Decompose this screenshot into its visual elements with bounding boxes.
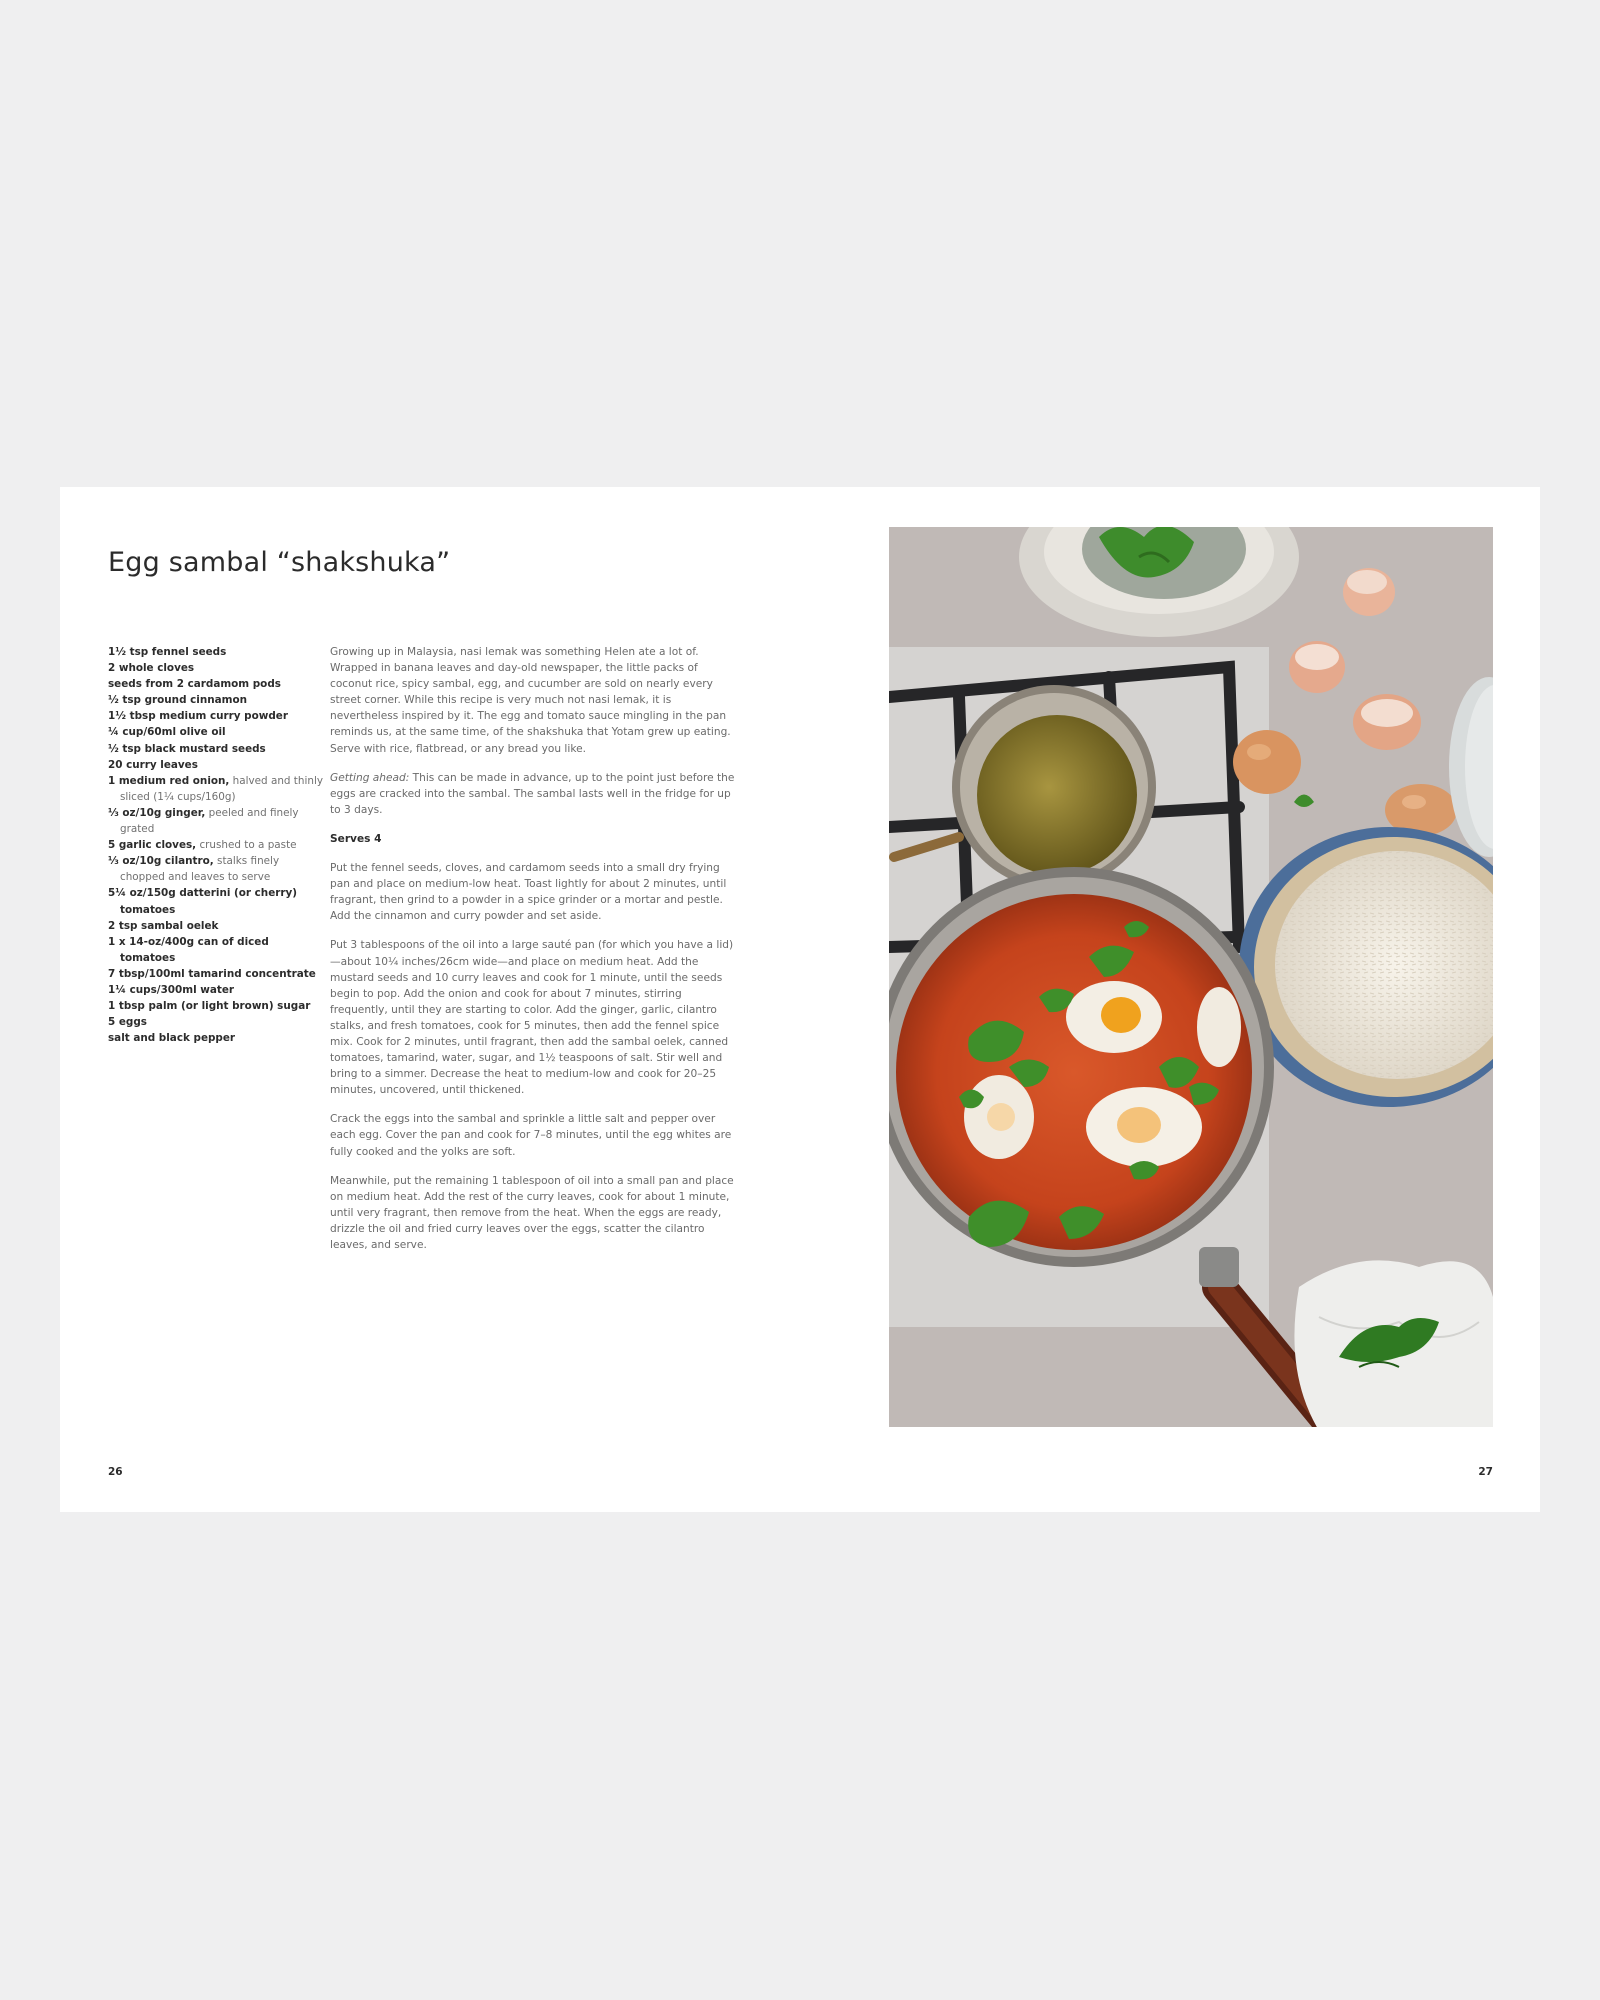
ingredient-item: salt and black pepper [108, 1032, 236, 1045]
recipe-photo [889, 527, 1493, 1427]
ingredient-item: 1 tbsp palm (or light brown) sugar [108, 1000, 311, 1013]
ingredient-item: 1 medium red onion, halved and thinly sliced (1¼ cups/160g) [108, 774, 323, 803]
ingredient-item: ⅓ oz/10g cilantro, stalks finely chopped and leaves to serve [108, 855, 280, 884]
method-step: Put the fennel seeds, cloves, and cardamom seeds into a small dry frying pan and place on medium-low heat. Toast lightly for about 2 minutes, until fragrant, then grind to a powder in a spice grinder or a mortar and pestle. Add the cinnamon and curry powder and set aside. [330, 862, 727, 923]
ingredient-item: 20 curry leaves [108, 758, 198, 771]
ingredient-item: ½ tsp ground cinnamon [108, 694, 248, 707]
book-spread [60, 487, 1540, 1512]
ingredient-item: 7 tbsp/100ml tamarind concentrate [108, 967, 316, 980]
ingredient-item: seeds from 2 cardamom pods [108, 678, 281, 691]
method-step: Put 3 tablespoons of the oil into a large sauté pan (for which you have a lid)—about 10¼ inches/26cm wide—and place on medium heat. Add the mustard seeds and 10 curry leaves and cook for 1 minute, until the seeds begin to pop. Add the onion and cook for about 7 minutes, stirring frequently, until they are starting to color. Add the ginger, garlic, cilantro stalks, and fresh tomatoes, cook for 5 minutes, then add the fennel spice mix. Cook for 2 minutes, until fragrant, then add the sambal oelek, canned tomatoes, tamarind, water, sugar, and 1½ teaspoons of salt. Stir well and bring to a simmer. Decrease the heat to medium-low and cook for 20–25 minutes, uncovered, until thickened. [330, 939, 734, 1097]
ingredient-item: 1½ tsp fennel seeds [108, 646, 227, 658]
ingredient-item: 2 whole cloves [108, 662, 195, 675]
getting-ahead-text: This can be made in advance, up to the point just before the eggs are cracked into the sambal. The sambal lasts well in the fridge for up to 3 days. [330, 771, 735, 816]
ingredient-item: 2 tsp sambal oelek [108, 919, 219, 932]
ingredient-list [108, 644, 323, 1046]
ingredient-item: ¼ cup/60ml olive oil [108, 726, 226, 739]
intro-paragraph: Growing up in Malaysia, nasi lemak was something Helen ate a lot of. Wrapped in banana leaves and day-old newspaper, the little packs of coconut rice, spicy sambal, egg, and cucumber are sold on nearly every street corner. While this recipe is very much not nasi lemak, it is nevertheless inspired by it. The egg and tomato sauce mingling in the pan reminds us, at the same time, of the shakshuka that Yotam grew up eating. Serve with rice, flatbread, or any bread you like. [330, 646, 731, 755]
ingredient-item: 1 x 14-oz/400g can of diced tomatoes [108, 935, 269, 964]
ingredient-item: 1¼ cups/300ml water [108, 983, 235, 996]
method-step: Crack the eggs into the sambal and sprinkle a little salt and pepper over each egg. Cover the pan and cook for 7–8 minutes, until the egg whites are fully cooked and the yolks are soft. [330, 1113, 732, 1158]
ingredient-item: ½ tsp black mustard seeds [108, 742, 266, 755]
getting-ahead-note [330, 770, 740, 818]
ingredient-item: 5¼ oz/150g datterini (or cherry) tomatoes [108, 887, 298, 916]
recipe-title: Egg sambal “shakshuka” [108, 547, 451, 578]
page-number-right: 27 [1478, 1466, 1493, 1478]
getting-ahead-label: Getting ahead: [330, 771, 410, 784]
ingredient-item: ⅓ oz/10g ginger, peeled and finely grated [108, 806, 299, 836]
page-number-left: 26 [108, 1466, 123, 1478]
method-column [330, 644, 740, 1266]
ingredient-item: 1½ tbsp medium curry powder [108, 710, 288, 723]
ingredient-item: 5 eggs [108, 1016, 147, 1029]
method-step: Meanwhile, put the remaining 1 tablespoon of oil into a small pan and place on medium heat. Add the rest of the curry leaves, cook for about 1 minute, until very fragrant, then remove from the heat. When the eggs are ready, drizzle the oil and fried curry leaves over the eggs, scatter the cilantro leaves, and serve. [330, 1174, 734, 1251]
fried-curry-leaves [1294, 1260, 1493, 1427]
serves-label: Serves 4 [330, 832, 382, 845]
ingredient-item: 5 garlic cloves, crushed to a paste [108, 839, 297, 852]
